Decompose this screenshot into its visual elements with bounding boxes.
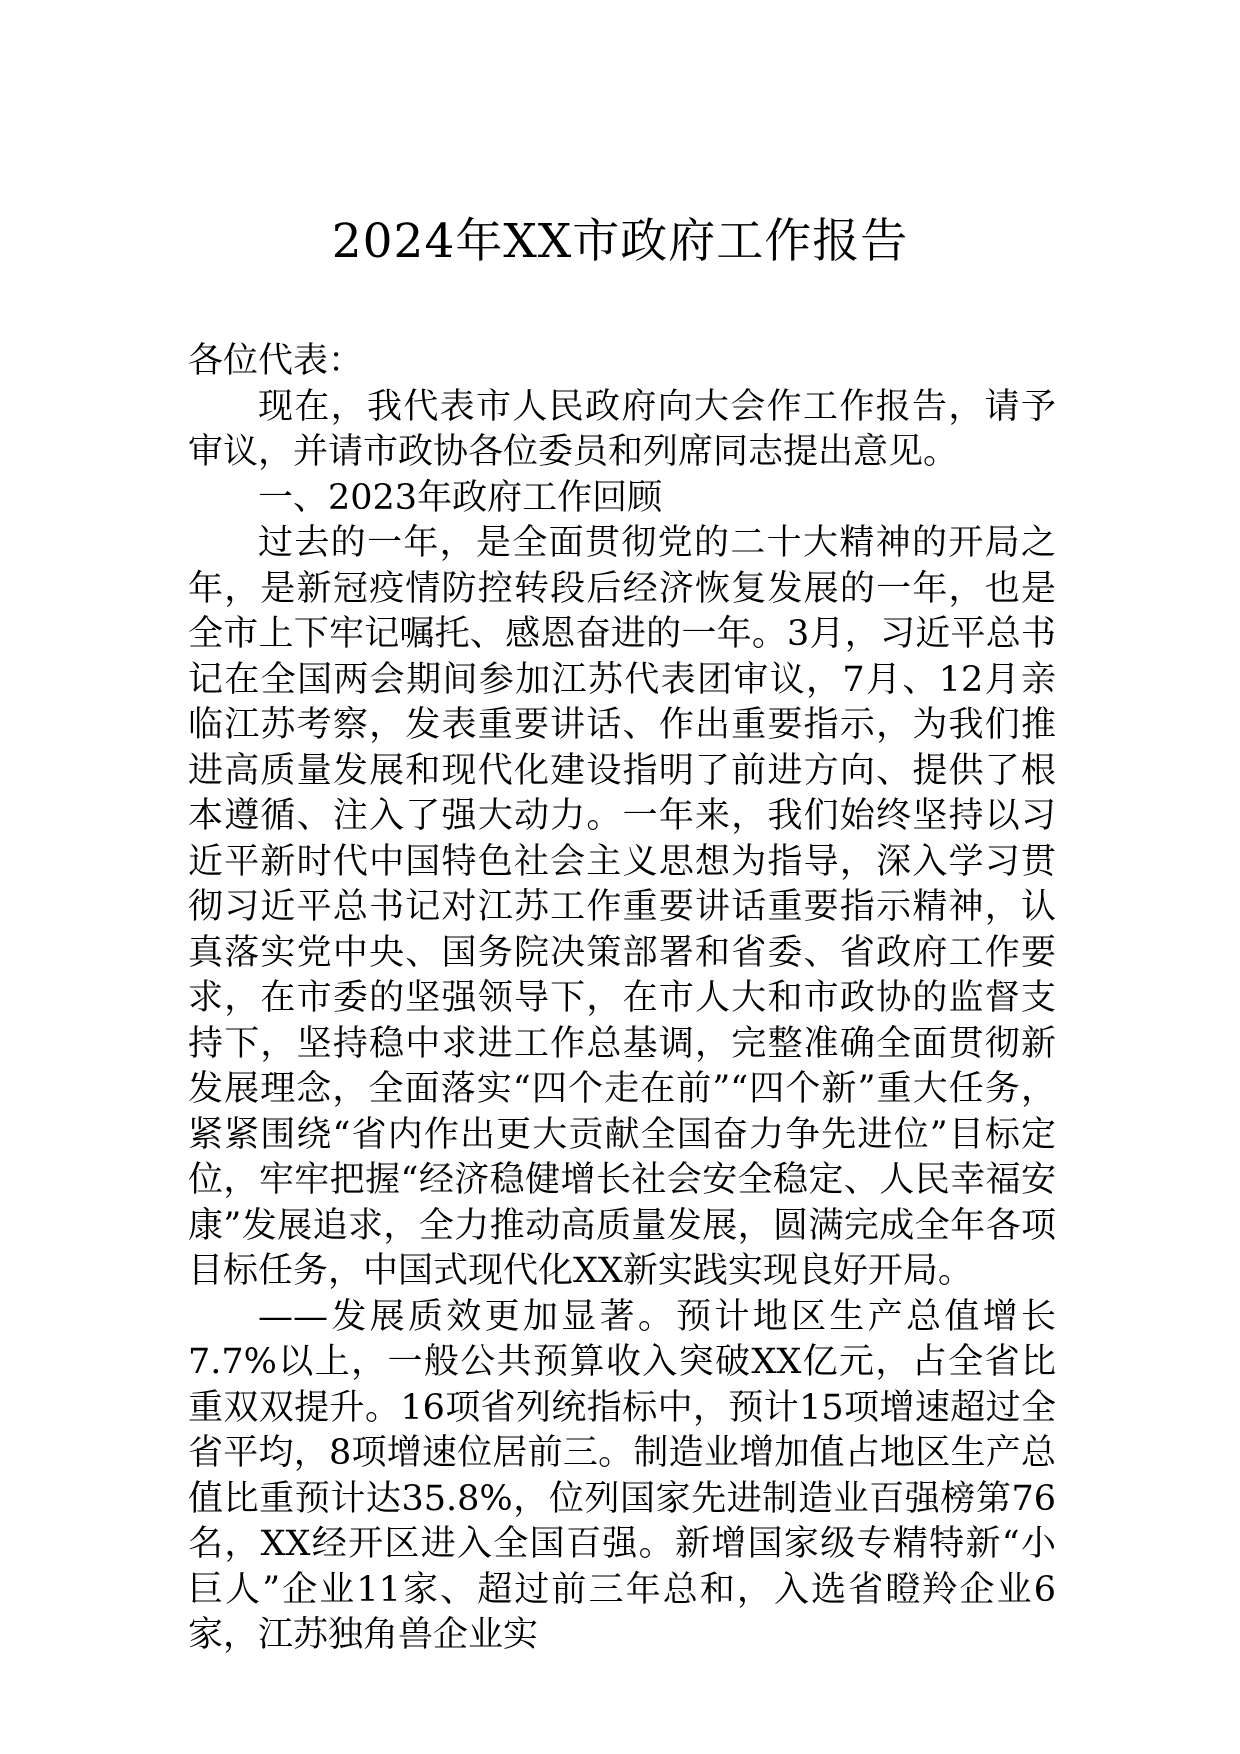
paragraph-review: 过去的一年，是全面贯彻党的二十大精神的开局之年，是新冠疫情防控转段后经济恢复发展的一年，也是全市上下牢记嘱托、感恩奋进的一年。3月，习近平总书记在全国两会期间参加江苏代表团审议，7月、12月亲临江苏考察，发表重要讲话、作出重要指示，为我们推进高质量发展和现代化建设指明了前进方向、提供了根本遵循、注入了强大动力。一年来，我们始终坚持以习近平新时代中国特色社会主义思想为指导，深入学习贯彻习近平总书记对江苏工作重要讲话重要指示精神，认真落实党中央、国务院决策部署和省委、省政府工作要求，在市委的坚强领导下，在市人大和市政协的监督支持下，坚持稳中求进工作总基调，完整准确全面贯彻新发展理念，全面落实“四个走在前”“四个新”重大任务，紧紧围绕“省内作出更大贡献全国奋力争先进位”目标定位，牢牢把握“经济稳健增长社会安全稳定、人民幸福安康”发展追求，全力推动高质量发展，圆满完成全年各项目标任务，中国式现代化XX新实践实现良好开局。 bbox=[188, 523, 1056, 1291]
paragraph-development-quality: ——发展质效更加显著。预计地区生产总值增长7.7%以上，一般公共预算收入突破XX亿元，占全省比重双双提升。16项省列统指标中，预计15项增速超过全省平均，8项增速位居前三。制造业增加值占地区生产总值比重预计达35.8%，位列国家先进制造业百强榜第76名，XX经开区进入全国百强。新增国家级专精特新“小巨人”企业11家、超过前三年总和，入选省瞪羚企业6家，江苏独角兽企业实 bbox=[188, 1296, 1056, 1655]
salutation: 各位代表： bbox=[188, 341, 364, 381]
document-title: 2024年XX市政府工作报告 bbox=[331, 214, 909, 269]
document-body bbox=[188, 339, 1056, 1659]
section-heading: 一、2023年政府工作回顾 bbox=[258, 477, 663, 518]
paragraph-opening: 现在，我代表市人民政府向大会作工作报告，请予审议，并请市政协各位委员和列席同志提出意见。 bbox=[188, 386, 1056, 472]
